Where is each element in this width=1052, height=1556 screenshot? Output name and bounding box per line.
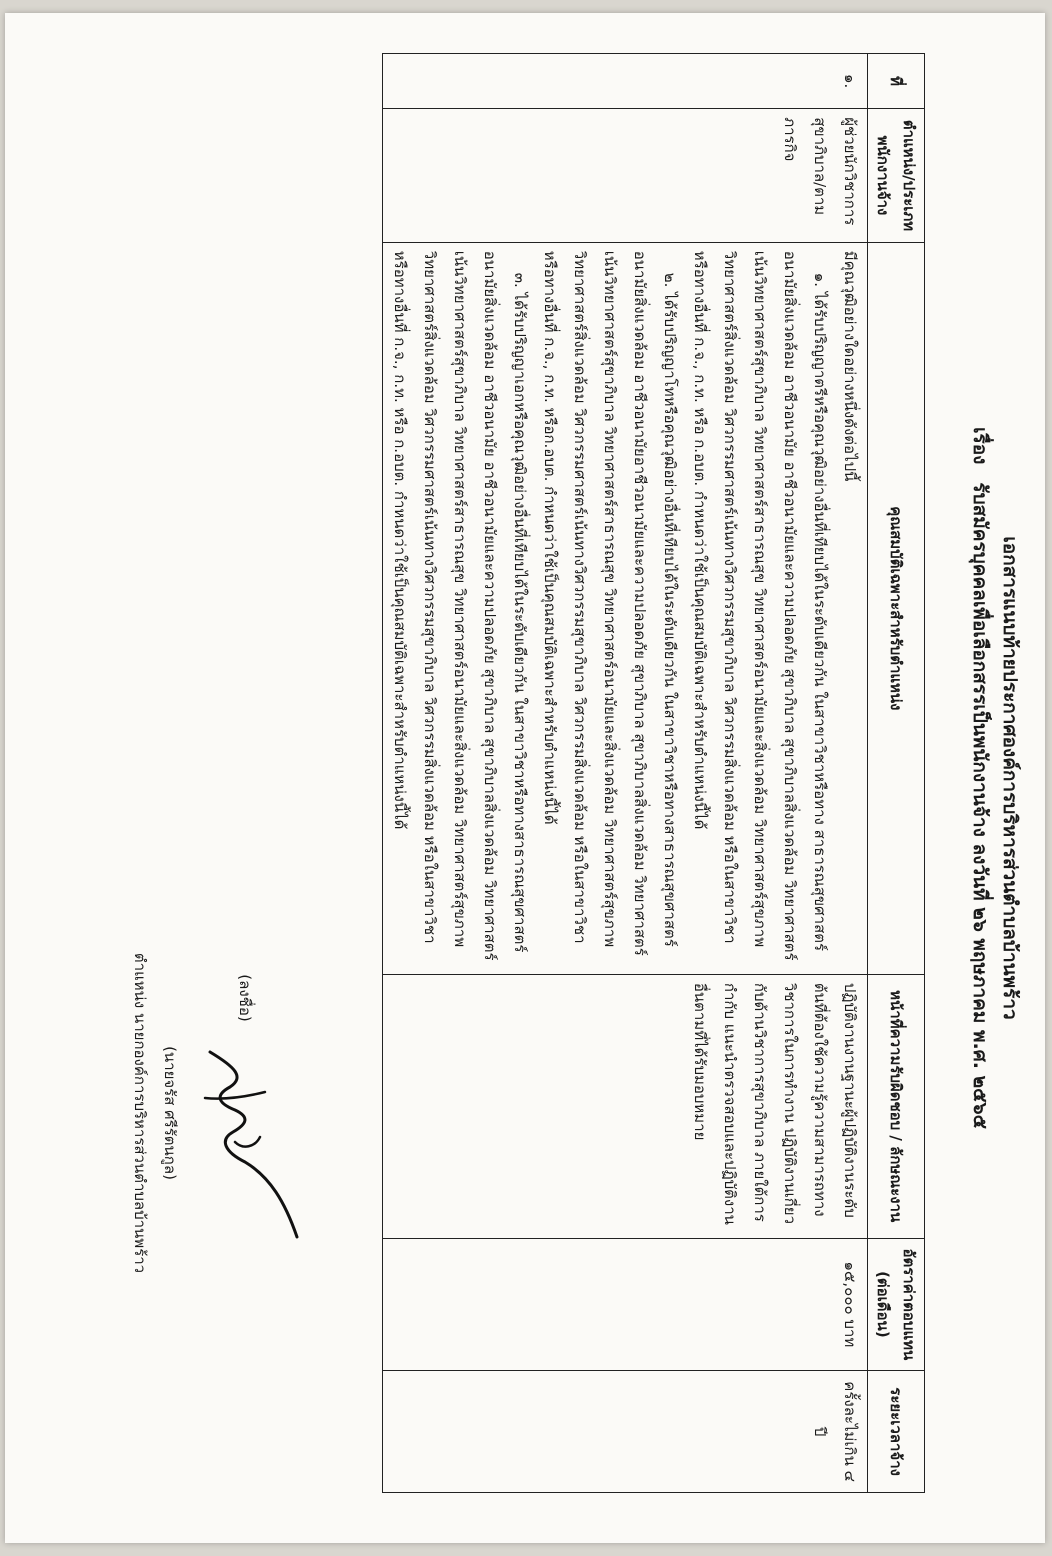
table-header-row: [868, 54, 925, 1493]
header-rate: อัตราค่าตอบแทน (ต่อเดือน): [868, 1238, 925, 1371]
header-duty: หน้าที่ความรับผิดชอบ / ลักษณะงาน: [868, 974, 925, 1238]
document-header: [965, 53, 1025, 1503]
qualification-item-2: ๒. ได้รับปริญญาโทหรือคุณวุฒิอย่างอื่นที่เทียบได้ในระดับเดียวกัน ในสาขาวิชาหรือทางสาธารณสุขศาสตร์ อนามัยสิ่งแวดล้อม อาชีวอนามัยอาชีวอนามัยและความปลอดภัย สุขาภิบาล สุขาภิบาลสิ่งแวดล้อม วิทยาศาสตร์เน้นวิทยาศาสตร์สุขาภิบาล วิทยาศาสตร์สาธารณสุข วิทยาศาสตร์อนามัยและสิ่งแวดล้อม วิทยาศาสตร์สุขภาพ วิทยาศาสตร์สิ่งแวดล้อม วิศวกรรมศาสตร์เน้นทางวิศวกรรมสุขาภิบาล วิศวกรรมสิ่งแวดล้อม หรือในสาขาวิชาหรือทางอื่นที่ ก.จ., ก.ท. หรือก.อบต. กำหนดว่าใช้เป็นคุณสมบัติเฉพาะสำหรับตำแหน่งนี้ได้: [541, 250, 679, 956]
header-title: เอกสารแนบท้ายประกาศองค์การบริหารส่วนตำบลบ้านพร้าว: [999, 536, 1021, 1020]
signature-image: [185, 1032, 305, 1252]
row-duty: ปฏิบัติงานงานฐานะผู้ปฏิบัติงานระดับต้นที่ต้องใช้ความรู้ความสามารถทางวิชาการในการทำงาน ปฏิบัติงานเกี่ยวกับด้านวิชาการสุขาภิบาล ภายใต้การกำกับ แนะนำตรวจสอบและปฏิบัติงานอื่นตามที่ได้รับมอบหมาย: [383, 974, 868, 1238]
subject-label: เรื่อง: [969, 427, 991, 465]
row-no: ๑.: [383, 54, 868, 109]
document-page: [5, 13, 1045, 1543]
subject-text: รับสมัครบุคคลเพื่อเลือกสรรเป็นพนักงานจ้าง ลงวันที่ ๒๖ พฤษภาคม พ.ศ. ๒๕๖๕: [969, 482, 991, 1129]
header-position: ตำแหน่ง/ประเภทพนักงานจ้าง: [868, 109, 925, 243]
row-position: ผู้ช่วยนักวิชาการสุขาภิบาล/ตามภารกิจ: [383, 109, 868, 243]
qualification-item-1: ๑. ได้รับปริญญาตรีหรือคุณวุฒิอย่างอื่นที่เทียบได้ในระดับเดียวกัน ในสาขาวิชาหรือทาง สาธารณสุขศาสตร์ อนามัยสิ่งแวดล้อม อาชีวอนามัย อาชีวอนามัยและความปลอดภัย สุขาภิบาล สุขาภิบาลสิ่งแวดล้อม วิทยาศาสตร์เน้นวิทยาศาสตร์สุขาภิบาล วิทยาศาสตร์สาธารณสุข วิทยาศาสตร์อนามัยและสิ่งแวดล้อม วิทยาศาสตร์สุขภาพ วิทยาศาสตร์สิ่งแวดล้อม วิศวกรรมศาสตร์เน้นทางวิศวกรรมสุขาภิบาล วิศวกรรมสิ่งแวดล้อม หรือในสาขาวิชาหรือทางอื่นที่ ก.จ., ก.ท. หรือ ก.อบต. กำหนดว่าใช้เป็นคุณสมบัติเฉพาะสำหรับตำแหน่งนี้ได้: [691, 250, 829, 961]
row-period: ครั้งละไม่เกิน ๔ ปี: [383, 1371, 868, 1493]
signer-name: (นายจรัส ศรีรัตนกูล): [161, 1046, 179, 1180]
position-table: [382, 53, 925, 1493]
header-no: ที่: [868, 54, 925, 109]
table-row: [383, 54, 868, 1493]
qualification-intro: มีคุณวุฒิอย่างใดอย่างหนึ่งดังต่อไปนี้: [841, 250, 859, 482]
sign-label: (ลงชื่อ): [236, 974, 254, 1022]
signer-position: ตำแหน่ง นายกองค์การบริหารส่วนตำบลบ้านพร้าว: [131, 952, 149, 1274]
row-qualification: [383, 242, 868, 974]
qualification-item-3: ๓. ได้รับปริญญาเอกหรือคุณวุฒิอย่างอื่นที่เทียบได้ในระดับเดียวกัน ในสาขาวิชาหรือทางสาธารณสุขศาสตร์ อนามัยสิ่งแวดล้อม อาชีวอนามัย อาชีวอนามัยและความปลอดภัย สุขาภิบาล สุขาภิบาลสิ่งแวดล้อม วิทยาศาสตร์เน้นวิทยาศาสตร์สุขาภิบาล วิทยาศาสตร์สาธารณสุข วิทยาศาสตร์อนามัยและสิ่งแวดล้อม วิทยาศาสตร์สุขภาพ วิทยาศาสตร์สิ่งแวดล้อม วิศวกรรมศาสตร์เน้นทางวิศวกรรมสุขาภิบาล วิศวกรรมสิ่งแวดล้อม หรือในสาขาวิชาหรือทางอื่นที่ ก.จ., ก.ท. หรือ ก.อบต. กำหนดว่าใช้เป็นคุณสมบัติเฉพาะสำหรับตำแหน่งนี้ได้: [391, 250, 529, 961]
signature-block: [125, 833, 305, 1393]
signature-line: [185, 833, 305, 1393]
page-content: [25, 53, 1025, 1503]
header-qualification: คุณสมบัติเฉพาะสำหรับตำแหน่ง: [868, 242, 925, 974]
row-rate: ๑๕,๐๐๐ บาท: [383, 1238, 868, 1371]
header-period: ระยะเวลาจ้าง: [868, 1371, 925, 1493]
header-subject: [965, 53, 995, 1503]
